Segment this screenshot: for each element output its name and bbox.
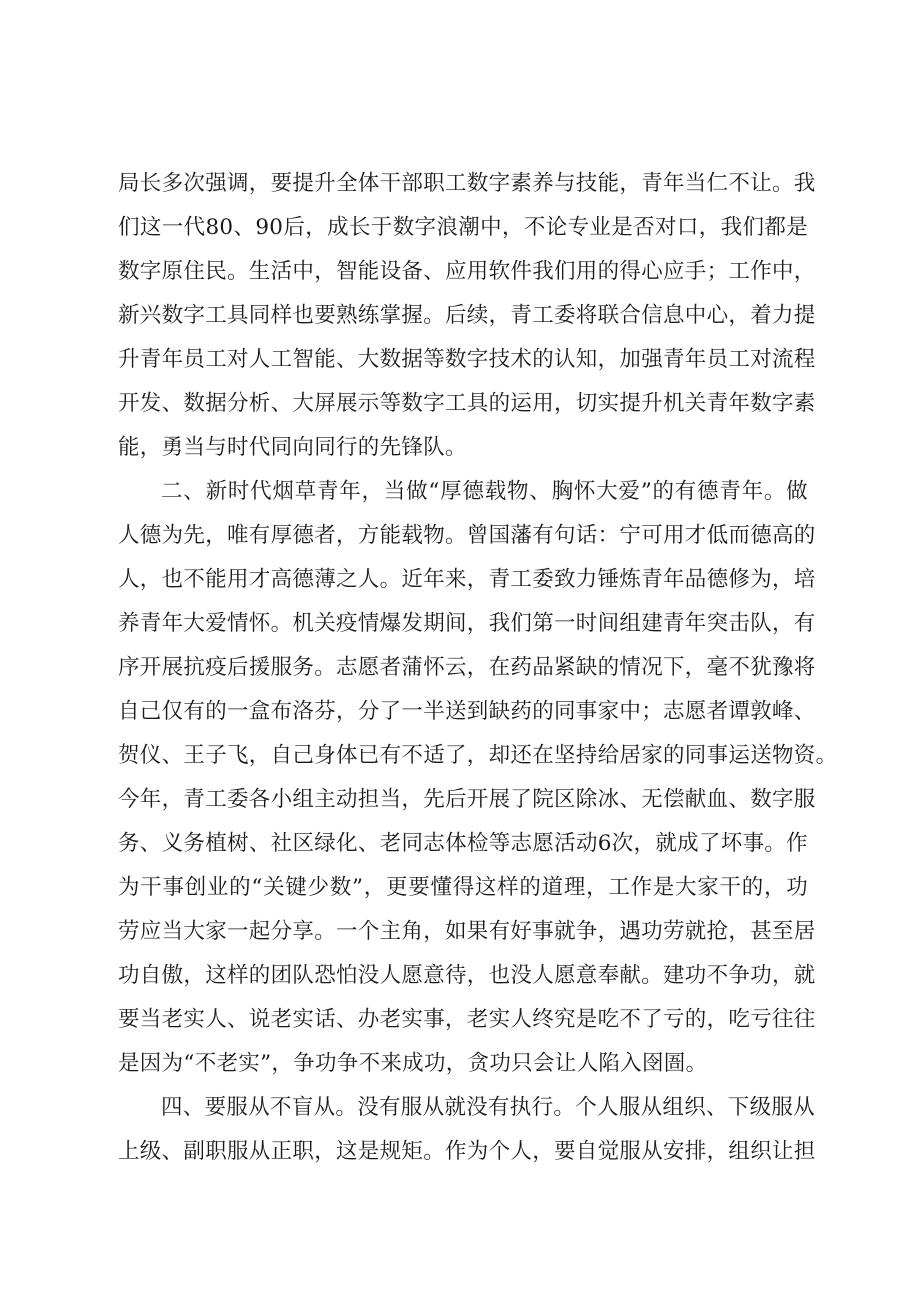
text-line: 数字原住民。生活中，智能设备、应用软件我们用的得心应手；工作中， [118,259,816,284]
text-line: 们这一代80、90后，成长于数字浪潮中，不论专业是否对口，我们都是 [118,215,808,240]
text-line: 贺仪、王子飞，自己身体已有不适了，却还在坚持给居家的同事运送物资。 [118,743,838,768]
text-line: 养青年大爱情怀。机关疫情爆发期间，我们第一时间组建青年突击队，有 [118,611,816,636]
text-line: 是因为“不老实”，争功争不来成功，贪功只会让人陷入囹圄。 [118,1051,708,1076]
section-heading-line: 二、新时代烟草青年，当做“厚德载物、胸怀大爱”的有德青年。做 [161,479,808,504]
text-line: 能，勇当与时代同向同行的先锋队。 [118,435,467,460]
text-line: 功自傲，这样的团队恐怕没人愿意待，也没人愿意奉献。建功不争功，就 [118,963,816,988]
text-line: 开发、数据分析、大屏展示等数字工具的运用，切实提升机关青年数字素 [118,391,816,416]
section-heading-line: 四、要服从不盲从。没有服从就没有执行。个人服从组织、下级服从 [161,1095,816,1120]
text-line: 今年，青工委各小组主动担当，先后开展了院区除冰、无偿献血、数字服 [118,787,816,812]
text-line: 自己仅有的一盒布洛芬，分了一半送到缺药的同事家中；志愿者谭敦峰、 [118,699,816,724]
text-line: 劳应当大家一起分享。一个主角，如果有好事就争，遇功劳就抢，甚至居 [118,919,816,944]
text-line: 要当老实人、说老实话、办老实事，老实人终究是吃不了亏的，吃亏往往 [118,1007,816,1032]
text-line: 为干事创业的“关键少数”，更要懂得这样的道理，工作是大家干的，功 [118,875,808,900]
text-line: 升青年员工对人工智能、大数据等数字技术的认知，加强青年员工对流程 [118,347,816,372]
text-line: 上级、副职服从正职，这是规矩。作为个人，要自觉服从安排，组织让担 [118,1139,816,1164]
text-line: 局长多次强调，要提升全体干部职工数字素养与技能，青年当仁不让。我 [118,171,816,196]
text-line: 人，也不能用才高德薄之人。近年来，青工委致力锤炼青年品德修为，培 [118,567,816,592]
text-line: 人德为先，唯有厚德者，方能载物。曾国藩有句话：宁可用才低而德高的 [118,523,816,548]
text-line: 务、义务植树、社区绿化、老同志体检等志愿活动6次，就成了坏事。作 [118,831,808,856]
text-line: 新兴数字工具同样也要熟练掌握。后续，青工委将联合信息中心，着力提 [118,303,816,328]
text-line: 序开展抗疫后援服务。志愿者蒲怀云，在药品紧缺的情况下，毫不犹豫将 [118,655,816,680]
